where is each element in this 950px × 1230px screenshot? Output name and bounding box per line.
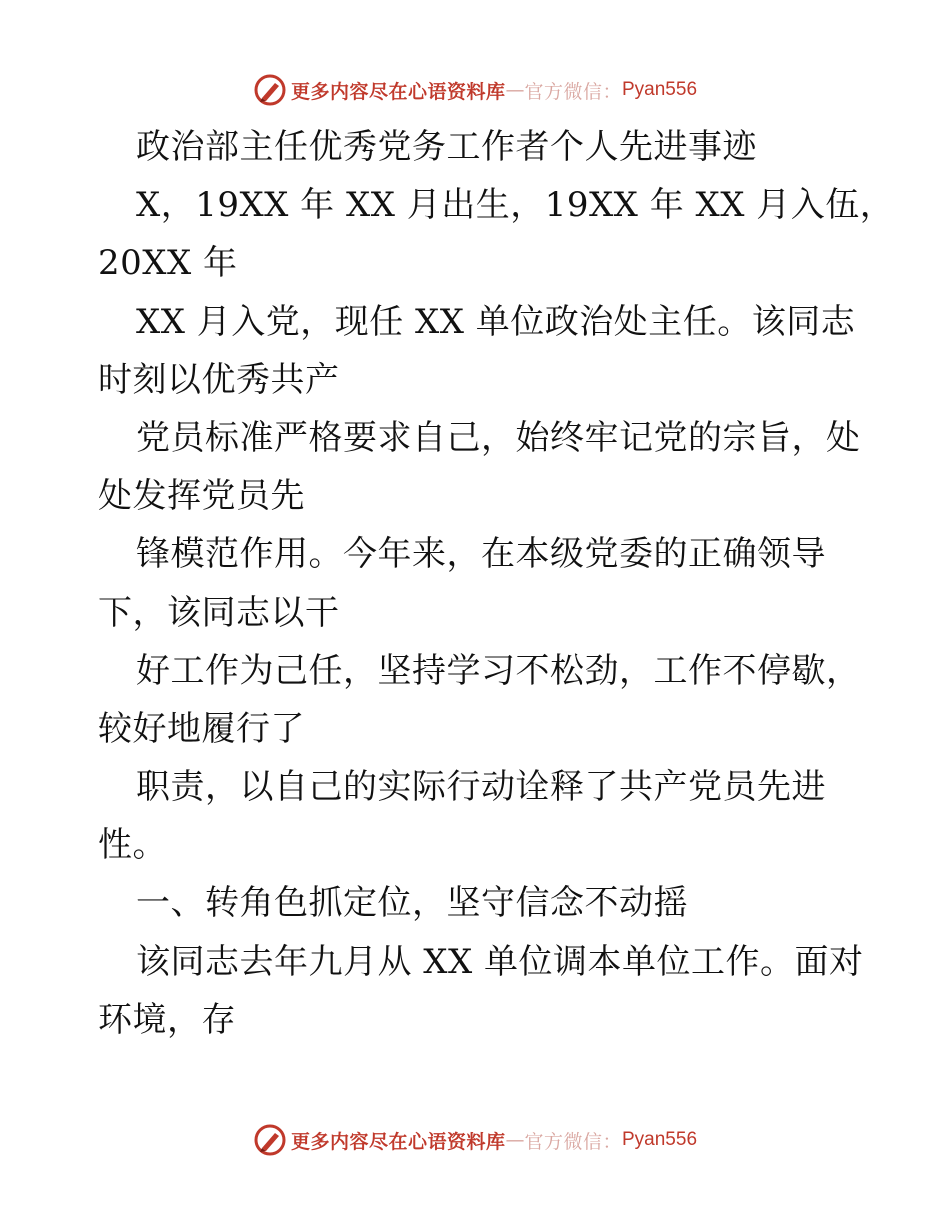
document-body [98,118,895,1049]
body-line: 20XX 年 [98,243,238,284]
body-line: X，19XX 年 XX 月出生，19XX 年 XX 月入伍， [136,185,895,226]
body-line: 党员标准严格要求自己，始终牢记党的宗旨，处 [136,417,861,458]
body-line: 锋模范作用。今年来，在本级党委的正确领导 [136,534,826,575]
pen-logo-icon [253,1123,287,1157]
header-banner [0,70,950,110]
section-heading: 一、转角色抓定位，坚守信念不动摇 [136,883,688,924]
body-line: 性。 [98,825,167,866]
banner-site-text: 更多内容尽在心语资料库 [290,1130,506,1153]
body-line: 处发挥党员先 [98,476,305,517]
body-line: 该同志去年九月从 XX 单位调本单位工作。面对 [136,941,864,982]
body-line: 好工作为己任，坚持学习不松劲，工作不停歇， [136,650,861,691]
pen-logo-icon [253,73,287,107]
body-line: 环境，存 [98,999,236,1040]
body-line: 时刻以优秀共产 [98,359,340,400]
banner-wechat-label: 官方微信： [524,1130,622,1153]
banner-separator: — [505,79,525,101]
body-line: XX 月入党，现任 XX 单位政治处主任。该同志 [136,301,856,342]
banner-account: Pyan556 [622,1129,698,1150]
document-title: 政治部主任优秀党务工作者个人先进事迹 [136,127,757,167]
body-line: 较好地履行了 [98,708,305,749]
footer-banner [0,1120,950,1160]
banner-account: Pyan556 [622,79,698,100]
body-line: 职责，以自己的实际行动诠释了共产党员先进 [136,767,826,808]
banner-separator: — [505,1129,525,1151]
banner-wechat-label: 官方微信： [524,80,622,103]
banner-site-text: 更多内容尽在心语资料库 [290,80,506,103]
body-line: 下，该同志以干 [98,592,340,633]
